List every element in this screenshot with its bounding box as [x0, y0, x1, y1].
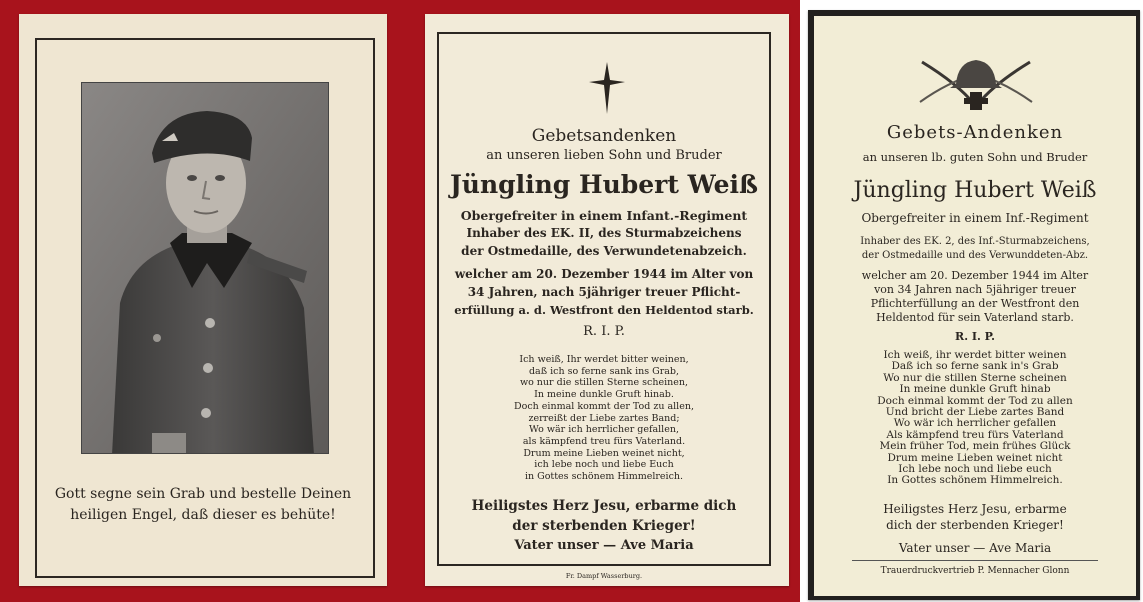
poem-line: Ich weiß, ihr werdet bitter weinen	[883, 349, 1067, 361]
poem-line: als kämpfend treu fürs Vaterland.	[522, 435, 686, 447]
info-line: 34 Jahren, nach 5jähriger treuer Pflicht-	[467, 285, 741, 299]
prayer-line: Heiligstes Herz Jesu, erbarme dich	[471, 498, 737, 514]
info-line: von 34 Jahren nach 5jähriger treuer	[874, 283, 1076, 296]
divider	[852, 560, 1098, 561]
blessing-text: Gott segne sein Grab und bestelle Deinen heiligen Engel, daß dieser es behüte!	[54, 486, 352, 523]
poem-line: ich lebe noch und liebe Euch	[534, 459, 674, 471]
poem-line: Doch einmal kommt der Tod zu allen	[877, 394, 1073, 407]
deceased-name: Jüngling Hubert Weiß	[853, 178, 1097, 203]
poem-line: Drum meine Lieben weinet nicht,	[523, 447, 685, 459]
info-line: Heldentod für sein Vaterland starb.	[876, 311, 1074, 324]
poem-line: zerreißt der Liebe zartes Band;	[528, 412, 680, 424]
card-inner	[814, 16, 1136, 596]
poem-line: Doch einmal kommt der Tod zu allen,	[514, 400, 694, 412]
poem-line: Drum meine Lieben weinet nicht	[887, 451, 1063, 464]
poem-line: Daß ich so ferne sank in's Grab	[891, 360, 1059, 373]
poem	[814, 350, 1136, 487]
info-line: Inhaber des EK. 2, des Inf.-Sturmabzeichens,	[860, 236, 1090, 247]
card-subheading: an unseren lieben Sohn und Bruder	[486, 148, 722, 163]
rip-text: R. I. P.	[955, 330, 995, 343]
rank-line: Obergefreiter in einem Inf.-Regiment	[861, 211, 1089, 225]
rip-text: R. I. P.	[583, 324, 625, 339]
poem-line: Wo wär ich herrlicher gefallen,	[529, 424, 679, 436]
closing-prayer: Vater unser — Ave Maria	[898, 541, 1052, 555]
card-heading: Gebets-Andenken	[886, 122, 1064, 143]
memorial-card-text	[425, 14, 789, 586]
poem-line: Mein früher Tod, mein frühes Glück	[879, 440, 1071, 453]
closing-prayer: Vater unser — Ave Maria	[514, 538, 694, 553]
card-subheading: an unseren lb. guten Sohn und Bruder	[862, 150, 1088, 164]
memorial-card-photo	[19, 14, 387, 586]
poem-line: wo nur die stillen Sterne scheinen,	[519, 377, 689, 389]
info-line: welcher am 20. Dezember 1944 im Alter	[861, 269, 1089, 282]
info-line: welcher am 20. Dezember 1944 im Alter von	[454, 267, 754, 281]
card-heading: Gebetsandenken	[531, 126, 677, 146]
cross-icon	[589, 62, 625, 114]
prayer-line: dich der sterbenden Krieger!	[886, 518, 1064, 532]
poem-line: Und bricht der Liebe zartes Band	[885, 406, 1065, 419]
poem-line: Wo nur die stillen Sterne scheinen	[883, 371, 1067, 384]
memorial-card-black-border	[808, 10, 1140, 600]
poem-line: In meine dunkle Gruft hinab	[899, 383, 1051, 396]
helmet-swords-emblem-icon	[918, 54, 1034, 110]
printer-mark: Trauerdruckvertrieb P. Mennacher Glonn	[880, 566, 1070, 576]
info-line: der Ostmedaille und des Verwunddeten-Abz.	[861, 250, 1089, 261]
info-line: erfüllung a. d. Westfront den Heldentod starb.	[454, 303, 754, 317]
prayer-line: Heiligstes Herz Jesu, erbarme	[883, 502, 1067, 516]
deceased-name: Jüngling Hubert Weiß	[449, 170, 759, 199]
poem-line: daß ich so ferne sank ins Grab,	[528, 365, 680, 377]
info-line: Pflichterfüllung an der Westfront den	[870, 297, 1080, 310]
poem-line: Wo wär ich herrlicher gefallen	[893, 417, 1057, 430]
poem-line: In meine dunkle Gruft hinab.	[534, 389, 674, 401]
poem-line: Ich lebe noch und liebe euch	[898, 463, 1052, 476]
poem-line: in Gottes schönem Himmelreich.	[524, 471, 684, 483]
poem-line: Ich weiß, Ihr werdet bitter weinen,	[519, 354, 689, 365]
poem	[437, 354, 771, 483]
poem-line: In Gottes schönem Himmelreich.	[887, 474, 1063, 487]
poem-line: Als kämpfend treu fürs Vaterland	[886, 428, 1064, 441]
soldier-portrait	[81, 82, 329, 454]
info-line: der Ostmedaille, des Verwundetenabzeich.	[461, 244, 747, 258]
info-line: Obergefreiter in einem Infant.-Regiment	[460, 208, 748, 223]
prayer-line: der sterbenden Krieger!	[512, 518, 696, 534]
info-line: Inhaber des EK. II, des Sturmabzeichens	[466, 226, 742, 240]
printer-mark: Fr. Dampf Wasserburg.	[565, 572, 643, 580]
